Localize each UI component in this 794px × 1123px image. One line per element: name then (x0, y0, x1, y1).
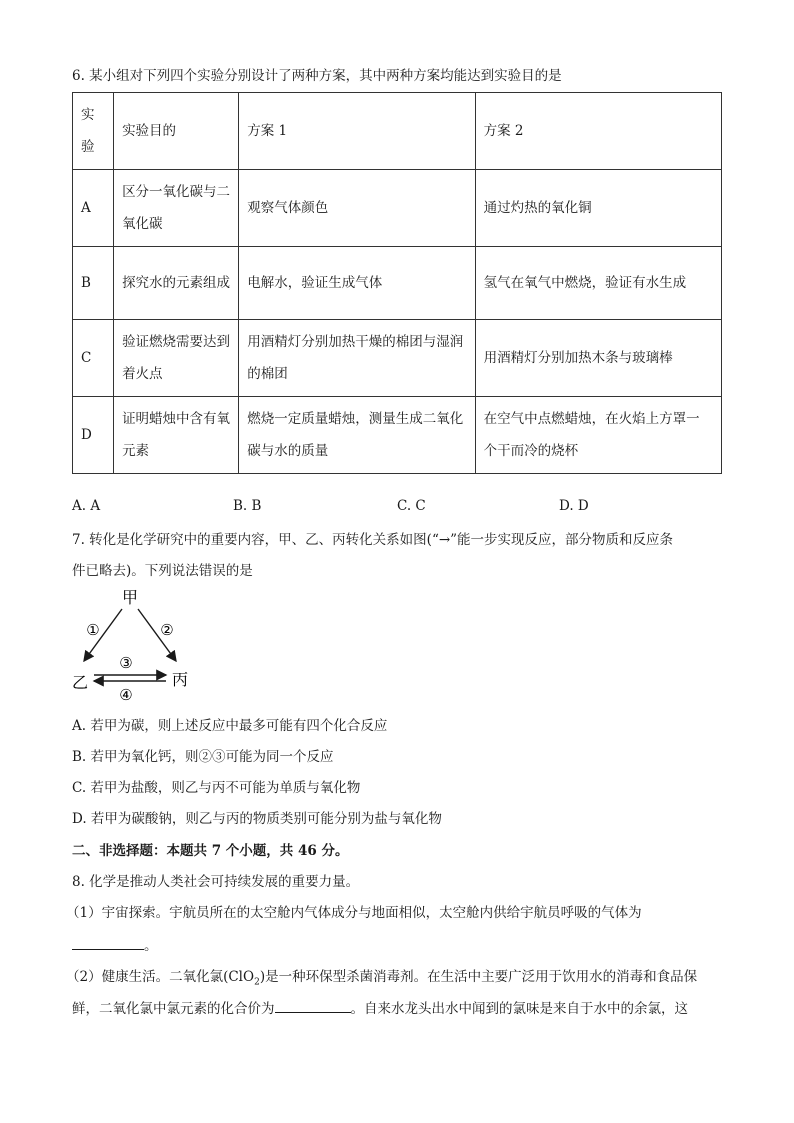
row-plan2: 用酒精灯分别加热木条与玻璃棒 (475, 320, 721, 397)
row-label: D (73, 397, 114, 474)
q7-option-c[interactable]: C. 若甲为盐酸，则乙与丙不可能为单质与氧化物 (72, 780, 361, 796)
q7-option-d[interactable]: D. 若甲为碳酸钠，则乙与丙的物质类别可能分别为盐与氧化物 (72, 811, 442, 827)
answer-blank-1[interactable] (72, 935, 144, 950)
row-plan1: 观察气体颜色 (239, 170, 475, 247)
row-plan1: 电解水，验证生成气体 (239, 247, 475, 320)
row-plan2: 通过灼热的氧化铜 (475, 170, 721, 247)
table-header-row (73, 93, 722, 170)
label-3: ③ (119, 654, 133, 672)
row-goal: 区分一氧化碳与二氧化碳 (114, 170, 239, 247)
answer-blank-2[interactable] (275, 998, 351, 1013)
header-goal: 实验目的 (114, 93, 239, 170)
question-7-stem-line1: 7. 转化是化学研究中的重要内容，甲、乙、丙转化关系如图(“→”能一步实现反应，部分物质和反应条 (72, 532, 674, 548)
row-goal: 验证燃烧需要达到着火点 (114, 320, 239, 397)
table-row (73, 247, 722, 320)
question-7-stem-line2: 件已略去)。下列说法错误的是 (72, 563, 253, 579)
question-6-stem: 6. 某小组对下列四个实验分别设计了两种方案，其中两种方案均能达到实验目的是 (72, 68, 562, 84)
q8-part1-line1: （1）宇宙探索。宇航员所在的太空舱内气体成分与地面相似，太空舱内供给宇航员呼吸的气体为 (66, 905, 642, 921)
node-yi: 乙 (71, 673, 89, 692)
q7-option-b[interactable]: B. 若甲为氧化钙，则②③可能为同一个反应 (72, 749, 334, 765)
label-4: ④ (119, 686, 133, 704)
option-d[interactable]: D. D (559, 498, 589, 514)
q7-option-a[interactable]: A. 若甲为碳，则上述反应中最多可能有四个化合反应 (72, 718, 388, 734)
header-plan2: 方案 2 (475, 93, 721, 170)
row-plan1: 燃烧一定质量蜡烛，测量生成二氧化碳与水的质量 (239, 397, 475, 474)
row-goal: 探究水的元素组成 (114, 247, 239, 320)
row-plan2: 在空气中点燃蜡烛，在火焰上方罩一个干而冷的烧杯 (475, 397, 721, 474)
q8-part1-line2: 。 (72, 935, 158, 956)
row-label: B (73, 247, 114, 320)
node-jia: 甲 (121, 588, 139, 607)
row-plan1: 用酒精灯分别加热干燥的棉团与湿润的棉团 (239, 320, 475, 397)
row-label: C (73, 320, 114, 397)
section-2-title: 二、非选择题：本题共 7 个小题，共 46 分。 (72, 843, 349, 859)
option-b[interactable]: B. B (233, 498, 262, 514)
option-a[interactable]: A. A (72, 498, 101, 514)
label-2: ② (160, 621, 174, 639)
experiment-table (72, 92, 722, 474)
header-experiment: 实验 (73, 93, 114, 170)
row-label: A (73, 170, 114, 247)
q8-part2-line2: 鲜，二氧化氯中氯元素的化合价为 。自来水龙头出水中闻到的氯味是来自于水中的余氯，这 (72, 998, 688, 1019)
row-plan2: 氢气在氧气中燃烧，验证有水生成 (475, 247, 721, 320)
option-c[interactable]: C. C (397, 498, 426, 514)
table-row (73, 320, 722, 397)
q8-part2-line1: （2）健康生活。二氧化氯(ClO$_2$)是一种环保型杀菌消毒剂。在生活中主要广泛用于饮用水的消毒和食品保 (66, 969, 698, 988)
row-goal: 证明蜡烛中含有氧元素 (114, 397, 239, 474)
node-bing: 丙 (171, 670, 189, 689)
conversion-diagram (66, 585, 196, 707)
question-8-stem: 8. 化学是推动人类社会可持续发展的重要力量。 (72, 874, 360, 890)
table-row (73, 170, 722, 247)
table-row (73, 397, 722, 474)
header-plan1: 方案 1 (239, 93, 475, 170)
label-1: ① (86, 621, 100, 639)
